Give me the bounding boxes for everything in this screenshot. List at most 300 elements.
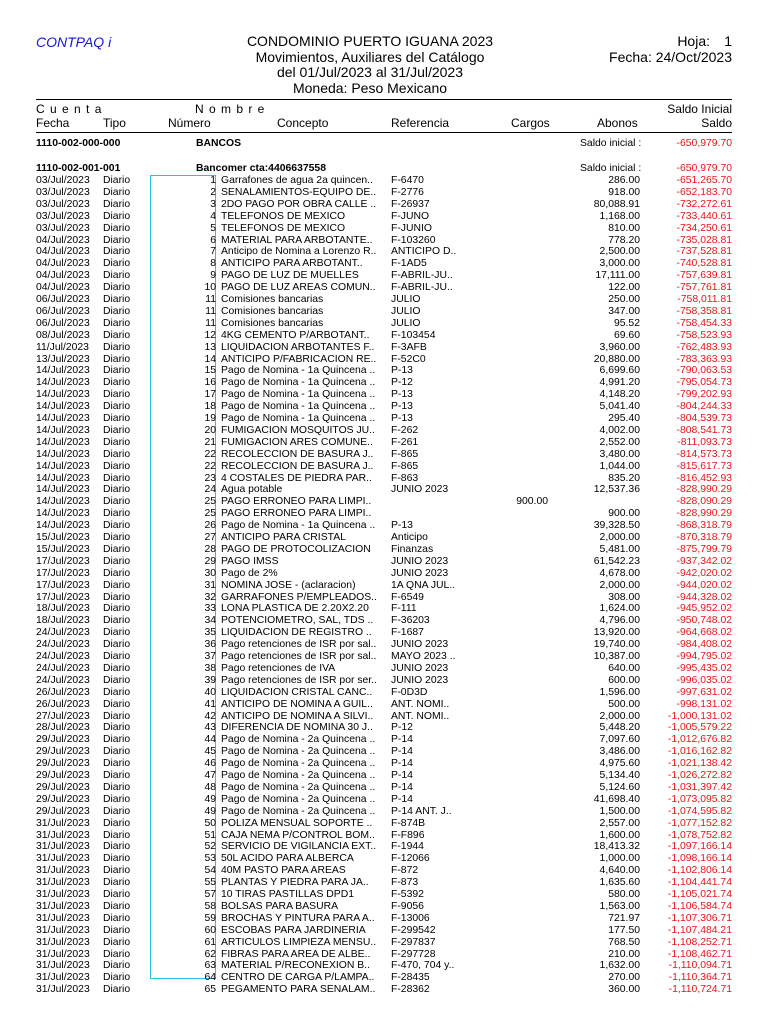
- movement-concepto: CENTRO DE CARGA P/LAMPA..: [221, 972, 375, 984]
- movement-numero: 62: [204, 948, 216, 960]
- movement-saldo: -757,761.81: [676, 282, 732, 294]
- movement-saldo: -984,408.02: [676, 639, 732, 651]
- movement-concepto: ANTICIPO P/FABRICACION RE..: [221, 353, 377, 365]
- movement-fecha: 27/Jul/2023: [36, 710, 90, 722]
- movement-saldo: -1,026,272.82: [667, 770, 732, 781]
- movement-referencia: P-14: [391, 746, 413, 758]
- movement-referencia: P-12: [391, 722, 413, 734]
- movement-tipo: Diario: [103, 793, 131, 805]
- movement-fecha: 04/Jul/2023: [36, 246, 90, 258]
- movement-fecha: 24/Jul/2023: [36, 651, 90, 662]
- movement-referencia: P-14 ANT. J..: [391, 805, 452, 817]
- col-concepto: Concepto: [277, 116, 329, 130]
- movement-row: [0, 175, 768, 186]
- movement-fecha: 18/Jul/2023: [36, 615, 90, 627]
- movement-concepto: PAGO ERRONEO PARA LIMPI..: [221, 496, 372, 508]
- movement-numero: 3: [210, 198, 216, 210]
- movement-row: [0, 461, 768, 472]
- movement-row: [0, 770, 768, 781]
- movement-numero: 55: [204, 877, 216, 889]
- movement-abonos: 3,960.00: [599, 341, 640, 353]
- movement-referencia: F-872: [391, 865, 419, 877]
- col-cargos: Cargos: [511, 116, 550, 130]
- movement-abonos: 1,624.00: [599, 603, 640, 615]
- movement-fecha: 11/Jul/2023: [36, 341, 89, 353]
- movement-abonos: 80,088.91: [593, 198, 640, 210]
- movement-concepto: FUMIGACION ARES COMUNE..: [221, 436, 373, 448]
- movement-numero: 35: [204, 627, 216, 639]
- movement-concepto: Pago de Nomina - 2a Quincena ..: [221, 770, 376, 781]
- movement-referencia: JULIO: [391, 305, 421, 317]
- movement-referencia: Anticipo: [391, 532, 428, 543]
- movement-abonos: 61,542.23: [593, 555, 640, 567]
- movement-row: [0, 199, 768, 210]
- movement-referencia: F-863: [391, 472, 419, 484]
- movement-saldo: -950,748.02: [676, 615, 732, 627]
- movement-concepto: Pago retenciones de ISR por sal..: [221, 639, 377, 651]
- movement-numero: 25: [204, 496, 216, 508]
- movement-concepto: LIQUIDACION CRISTAL CANC..: [221, 686, 373, 698]
- movement-abonos: 250.00: [608, 294, 640, 305]
- movement-concepto: RECOLECCION DE BASURA J..: [221, 460, 374, 472]
- movement-fecha: 31/Jul/2023: [36, 877, 90, 889]
- movement-referencia: JULIO: [391, 294, 421, 305]
- movement-tipo: Diario: [103, 186, 131, 198]
- movement-fecha: 31/Jul/2023: [36, 889, 90, 900]
- col-cuenta: C u e n t a: [36, 102, 103, 116]
- movement-saldo: -1,012,676.82: [667, 734, 732, 746]
- movement-tipo: Diario: [103, 413, 131, 424]
- movement-row: [0, 722, 768, 733]
- movement-numero: 52: [204, 841, 216, 853]
- movement-saldo: -995,435.02: [676, 662, 732, 674]
- movement-referencia: F-262: [391, 424, 419, 436]
- movement-fecha: 08/Jul/2023: [36, 329, 90, 341]
- movement-fecha: 29/Jul/2023: [36, 805, 90, 817]
- movement-concepto: Pago de Nomina - 2a Quincena ..: [221, 746, 376, 758]
- col-nombre: N o m b r e: [195, 102, 266, 116]
- movement-referencia: P-14: [391, 781, 413, 793]
- movement-row: [0, 187, 768, 198]
- movement-abonos: 18,413.32: [593, 841, 640, 853]
- movement-abonos: 1,168.00: [599, 210, 640, 222]
- movement-numero: 6: [210, 234, 216, 246]
- movement-abonos: 177.50: [608, 924, 640, 936]
- movement-fecha: 15/Jul/2023: [36, 543, 90, 555]
- movement-row: [0, 758, 768, 769]
- movement-abonos: 600.00: [608, 674, 640, 686]
- movement-fecha: 31/Jul/2023: [36, 936, 90, 948]
- movement-saldo: -1,031,397.42: [667, 781, 732, 793]
- movement-fecha: 31/Jul/2023: [36, 912, 90, 924]
- movement-row: [0, 841, 768, 852]
- movement-tipo: Diario: [103, 591, 131, 603]
- movement-numero: 61: [204, 936, 216, 948]
- movement-saldo: -997,631.02: [676, 686, 732, 698]
- movement-numero: 11: [205, 305, 216, 317]
- movement-saldo: -1,016,162.82: [667, 746, 732, 758]
- movement-abonos: 1,600.00: [599, 829, 640, 841]
- movement-saldo: -735,028.81: [676, 234, 732, 246]
- movement-numero: 31: [204, 579, 216, 591]
- movement-abonos: 4,991.20: [599, 377, 640, 389]
- movement-row: [0, 258, 768, 269]
- movement-concepto: Pago de Nomina - 2a Quincena ..: [221, 805, 376, 817]
- movement-numero: 34: [204, 615, 216, 627]
- movement-abonos: 4,975.60: [599, 758, 640, 770]
- movement-row: [0, 437, 768, 448]
- movement-tipo: Diario: [103, 234, 131, 246]
- movement-row: [0, 782, 768, 793]
- movement-row: [0, 639, 768, 650]
- movement-referencia: F-12066: [391, 853, 430, 865]
- movement-concepto: Anticipo de Nomina a Lorenzo R..: [221, 246, 377, 258]
- movement-abonos: 347.00: [608, 305, 640, 317]
- movement-fecha: 14/Jul/2023: [36, 436, 90, 448]
- movement-abonos: 778.20: [608, 234, 640, 246]
- movement-row: [0, 532, 768, 543]
- movement-numero: 54: [204, 865, 216, 877]
- movement-saldo: -1,108,462.71: [667, 948, 732, 960]
- movement-row: [0, 449, 768, 460]
- movement-row: [0, 615, 768, 626]
- movement-referencia: P-12: [391, 377, 413, 389]
- movement-referencia: F-865: [391, 448, 419, 460]
- movement-fecha: 17/Jul/2023: [36, 555, 90, 567]
- movement-abonos: 4,002.00: [599, 424, 640, 436]
- movement-concepto: 40M PASTO PARA AREAS: [221, 865, 346, 877]
- movement-row: [0, 806, 768, 817]
- movement-row: [0, 580, 768, 591]
- movement-concepto: PAGO DE LUZ DE MUELLES: [221, 270, 359, 282]
- movement-abonos: 5,041.40: [599, 401, 640, 413]
- movement-saldo: -651,265.70: [676, 175, 732, 186]
- movement-concepto: 50L ACIDO PARA ALBERCA: [221, 853, 354, 865]
- movement-numero: 49: [204, 793, 216, 805]
- report-period: del 01/Jul/2023 al 31/Jul/2023: [276, 64, 464, 80]
- movement-abonos: 39,328.50: [593, 520, 640, 532]
- movement-referencia: F-28435: [391, 972, 430, 984]
- movement-tipo: Diario: [103, 555, 131, 567]
- movement-referencia: JUNIO 2023: [391, 662, 449, 674]
- movement-abonos: 7,097.60: [599, 734, 640, 746]
- movement-concepto: Pago retenciones de ISR por ser..: [221, 674, 377, 686]
- movement-referencia: F-JUNIO: [391, 222, 432, 234]
- movement-saldo: -758,523.93: [676, 329, 732, 341]
- movement-numero: 32: [204, 591, 216, 603]
- movement-saldo: -762,483.93: [676, 341, 732, 353]
- movement-saldo: -1,102,806.14: [667, 865, 732, 877]
- movement-saldo: -815,617.73: [676, 460, 732, 472]
- movement-saldo: -1,110,094.71: [668, 960, 732, 972]
- movement-tipo: Diario: [103, 770, 131, 781]
- movement-saldo: -757,639.81: [676, 270, 732, 282]
- movement-fecha: 14/Jul/2023: [36, 448, 90, 460]
- movement-tipo: Diario: [103, 341, 131, 353]
- movement-concepto: PAGO DE LUZ AREAS COMUN..: [221, 282, 376, 294]
- movement-numero: 17: [204, 389, 216, 401]
- movement-numero: 24: [204, 484, 216, 496]
- movement-abonos: 1,000.00: [599, 853, 640, 865]
- movement-abonos: 20,880.00: [593, 353, 640, 365]
- movement-numero: 11: [205, 294, 216, 305]
- movement-referencia: F-ABRIL-JU..: [391, 282, 453, 294]
- movement-numero: 47: [204, 770, 216, 781]
- movement-referencia: F-0D3D: [391, 686, 428, 698]
- movement-abonos: 3,480.00: [599, 448, 640, 460]
- movement-numero: 16: [204, 377, 216, 389]
- report-currency: Moneda: Peso Mexicano: [292, 79, 448, 96]
- movement-row: [0, 687, 768, 698]
- movement-tipo: Diario: [103, 841, 131, 853]
- movement-row: [0, 294, 768, 305]
- movement-referencia: JUNIO 2023: [391, 639, 449, 651]
- movement-row: [0, 746, 768, 757]
- movement-saldo: -808,541.73: [676, 424, 732, 436]
- print-date: Fecha: 24/Oct/2023: [609, 48, 732, 65]
- movement-concepto: BOLSAS PARA BASURA: [221, 900, 339, 912]
- movement-saldo: -1,108,252.71: [667, 936, 732, 948]
- movement-row: [0, 282, 768, 293]
- movement-tipo: Diario: [103, 472, 131, 484]
- movement-numero: 28: [204, 543, 216, 555]
- movement-referencia: F-1944: [391, 841, 424, 853]
- movement-row: [0, 235, 768, 246]
- movement-fecha: 26/Jul/2023: [36, 686, 90, 698]
- movement-numero: 58: [204, 900, 216, 912]
- movement-fecha: 14/Jul/2023: [36, 424, 90, 436]
- movement-tipo: Diario: [103, 758, 131, 770]
- movement-saldo: -994,795.02: [676, 651, 732, 662]
- movement-concepto: PAGO DE PROTOCOLIZACION: [221, 543, 371, 555]
- movement-row: [0, 949, 768, 960]
- movement-referencia: P-13: [391, 389, 413, 401]
- movement-fecha: 31/Jul/2023: [36, 900, 90, 912]
- movement-concepto: Garrafones de agua 2a quincen..: [221, 175, 373, 186]
- movement-concepto: Pago de Nomina - 1a Quincena ..: [221, 365, 376, 377]
- movement-concepto: Agua potable: [221, 484, 283, 496]
- movement-fecha: 31/Jul/2023: [36, 972, 90, 984]
- movement-fecha: 29/Jul/2023: [36, 770, 90, 781]
- movement-tipo: Diario: [103, 567, 131, 579]
- movement-saldo: -740,528.81: [676, 258, 732, 270]
- movement-abonos: 5,134.40: [599, 770, 640, 781]
- movement-concepto: Pago retenciones de ISR por sal..: [221, 651, 377, 662]
- movement-abonos: 810.00: [608, 222, 640, 234]
- movement-referencia: F-9056: [391, 900, 424, 912]
- movement-concepto: MATERIAL P/RECONEXION B..: [221, 960, 370, 972]
- movement-tipo: Diario: [103, 817, 131, 829]
- movement-referencia: F-1AD5: [391, 258, 427, 270]
- movement-row: [0, 544, 768, 555]
- movement-saldo: -1,021,138.42: [667, 758, 732, 770]
- movement-abonos: 768.50: [608, 936, 640, 948]
- movement-concepto: Pago de Nomina - 1a Quincena ..: [221, 401, 376, 413]
- movement-referencia: F-297728: [391, 948, 436, 960]
- movement-fecha: 04/Jul/2023: [36, 258, 90, 270]
- movement-abonos: 270.00: [608, 972, 640, 984]
- movement-referencia: F-3AFB: [391, 341, 427, 353]
- movement-concepto: PEGAMENTO PARA SEÑALAM..: [221, 984, 376, 996]
- movement-tipo: Diario: [103, 448, 131, 460]
- movement-referencia: F-297837: [391, 936, 436, 948]
- movement-saldo: -964,668.02: [676, 627, 732, 639]
- movement-row: [0, 520, 768, 531]
- movement-tipo: Diario: [103, 924, 131, 936]
- movement-fecha: 03/Jul/2023: [36, 210, 90, 222]
- movement-saldo: -868,318.79: [676, 520, 732, 532]
- movement-concepto: SERVICIO DE VIGILANCIA EXT..: [221, 841, 377, 853]
- movement-abonos: 286.00: [608, 175, 640, 186]
- movement-referencia: F-JUNO: [391, 210, 430, 222]
- movement-saldo: -1,107,484.21: [667, 924, 732, 936]
- movement-numero: 30: [204, 567, 216, 579]
- movement-tipo: Diario: [103, 484, 131, 496]
- movement-row: [0, 675, 768, 686]
- movement-row: [0, 246, 768, 257]
- movement-abonos: 4,678.00: [599, 567, 640, 579]
- movement-referencia: JUNIO 2023: [391, 674, 449, 686]
- movement-row: [0, 223, 768, 234]
- movement-numero: 38: [204, 662, 216, 674]
- movement-referencia: P-14: [391, 770, 413, 781]
- movement-referencia: P-14: [391, 793, 413, 805]
- movement-referencia: ANTICIPO D..: [391, 246, 457, 258]
- col-numero: Número: [168, 116, 211, 130]
- movement-fecha: 14/Jul/2023: [36, 413, 90, 424]
- movement-abonos: 5,124.60: [599, 781, 640, 793]
- movement-abonos: 2,000.00: [599, 710, 640, 722]
- movement-numero: 22: [204, 448, 216, 460]
- movement-saldo: -1,078,752.82: [667, 829, 732, 841]
- movement-row: [0, 711, 768, 722]
- movement-fecha: 14/Jul/2023: [36, 401, 90, 413]
- movement-tipo: Diario: [103, 424, 131, 436]
- movement-numero: 10: [204, 282, 216, 294]
- movement-saldo: -1,005,579.22: [667, 722, 732, 734]
- movement-fecha: 31/Jul/2023: [36, 817, 90, 829]
- app-name: CONTPAQ i: [36, 34, 112, 50]
- movement-concepto: PLANTAS Y PIEDRA PARA JA..: [221, 877, 369, 889]
- movement-concepto: DIFERENCIA DE NOMINA 30 J..: [221, 722, 373, 734]
- movement-abonos: 918.00: [608, 186, 640, 198]
- movement-abonos: 13,920.00: [593, 627, 640, 639]
- movement-abonos: 295.40: [608, 413, 640, 424]
- movement-saldo: -652,183.70: [676, 186, 732, 198]
- movement-fecha: 14/Jul/2023: [36, 389, 90, 401]
- movement-row: [0, 699, 768, 710]
- movement-numero: 19: [204, 413, 216, 424]
- account-group-saldo: -650,979.70: [676, 138, 732, 149]
- movement-abonos: 1,632.00: [599, 960, 640, 972]
- movement-fecha: 31/Jul/2023: [36, 984, 90, 996]
- movement-saldo: -937,342.02: [676, 555, 732, 567]
- movement-concepto: TELEFONOS DE MEXICO: [221, 222, 346, 234]
- movement-numero: 40: [204, 686, 216, 698]
- movement-saldo: -737,528.81: [676, 246, 732, 258]
- movement-tipo: Diario: [103, 401, 131, 413]
- movement-referencia: F-F896: [391, 829, 425, 841]
- movement-saldo: -732,272.61: [676, 198, 732, 210]
- movement-numero: 12: [204, 329, 216, 341]
- movement-tipo: Diario: [103, 865, 131, 877]
- header-rule-bottom: [36, 132, 732, 133]
- movement-row: [0, 603, 768, 614]
- account-group-saldo-label: Saldo inicial :: [580, 138, 642, 149]
- movement-concepto: MATERIAL PARA ARBOTANTE..: [221, 234, 373, 246]
- movement-concepto: 4KG CEMENTO P/ARBOTANT..: [221, 329, 370, 341]
- movement-fecha: 29/Jul/2023: [36, 734, 90, 746]
- movement-abonos: 3,486.00: [599, 746, 640, 758]
- movement-tipo: Diario: [103, 734, 131, 746]
- movement-tipo: Diario: [103, 258, 131, 270]
- movement-abonos: 721.97: [608, 912, 640, 924]
- movement-row: [0, 901, 768, 912]
- movement-abonos: 10,387.00: [593, 651, 640, 662]
- movement-saldo: -1,074,595.82: [667, 805, 732, 817]
- account-saldo-label: Saldo inicial :: [580, 163, 642, 174]
- movement-saldo: -996,035.02: [676, 674, 732, 686]
- movement-concepto: ANTICIPO PARA ARBOTANT..: [221, 258, 363, 270]
- movement-row: [0, 651, 768, 662]
- movement-saldo: -1,098,166.14: [667, 853, 732, 865]
- movement-row: [0, 877, 768, 888]
- movement-tipo: Diario: [103, 972, 131, 984]
- movement-saldo: -733,440.61: [676, 210, 732, 222]
- movement-referencia: F-874B: [391, 817, 426, 829]
- movement-concepto: POTENCIOMETRO, SAL, TDS ..: [221, 615, 374, 627]
- movement-numero: 41: [204, 698, 216, 710]
- account-row: [0, 163, 768, 174]
- movement-numero: 44: [204, 734, 216, 746]
- account-code: 1110-002-001-001: [36, 163, 121, 174]
- movement-numero: 59: [204, 912, 216, 924]
- movement-tipo: Diario: [103, 805, 131, 817]
- movement-saldo: -795,054.73: [676, 377, 732, 389]
- movement-abonos: 360.00: [608, 984, 640, 996]
- movement-referencia: JUNIO 2023: [391, 484, 449, 496]
- movement-tipo: Diario: [103, 722, 131, 734]
- movement-row: [0, 377, 768, 388]
- movement-concepto: Pago retenciones de IVA: [221, 662, 336, 674]
- movement-referencia: F-13006: [391, 912, 430, 924]
- movement-abonos: 95.52: [613, 317, 640, 329]
- movement-tipo: Diario: [103, 686, 131, 698]
- movement-referencia: P-13: [391, 520, 413, 532]
- movement-fecha: 03/Jul/2023: [36, 186, 90, 198]
- movement-fecha: 04/Jul/2023: [36, 270, 90, 282]
- movement-saldo: -1,073,095.82: [667, 793, 732, 805]
- movement-tipo: Diario: [103, 674, 131, 686]
- movement-tipo: Diario: [103, 960, 131, 972]
- movement-saldo: -828,990.29: [676, 508, 732, 520]
- movement-concepto: ANTICIPO PARA CRISTAL: [221, 532, 346, 543]
- movement-saldo: -1,110,724.71: [668, 984, 732, 996]
- movement-fecha: 14/Jul/2023: [36, 365, 90, 377]
- movement-fecha: 03/Jul/2023: [36, 175, 90, 186]
- movement-abonos: 1,596.00: [599, 686, 640, 698]
- movement-abonos: 6,699.60: [599, 365, 640, 377]
- movement-concepto: Comisiones bancarias: [221, 317, 324, 329]
- movement-fecha: 03/Jul/2023: [36, 222, 90, 234]
- movement-numero: 8: [210, 258, 216, 270]
- movement-abonos: 5,448.20: [599, 722, 640, 734]
- movement-numero: 65: [204, 984, 216, 996]
- movement-numero: 51: [204, 829, 216, 841]
- movement-abonos: 17,111.00: [595, 270, 640, 282]
- movement-saldo: -804,244.33: [676, 401, 732, 413]
- movement-numero: 33: [204, 603, 216, 615]
